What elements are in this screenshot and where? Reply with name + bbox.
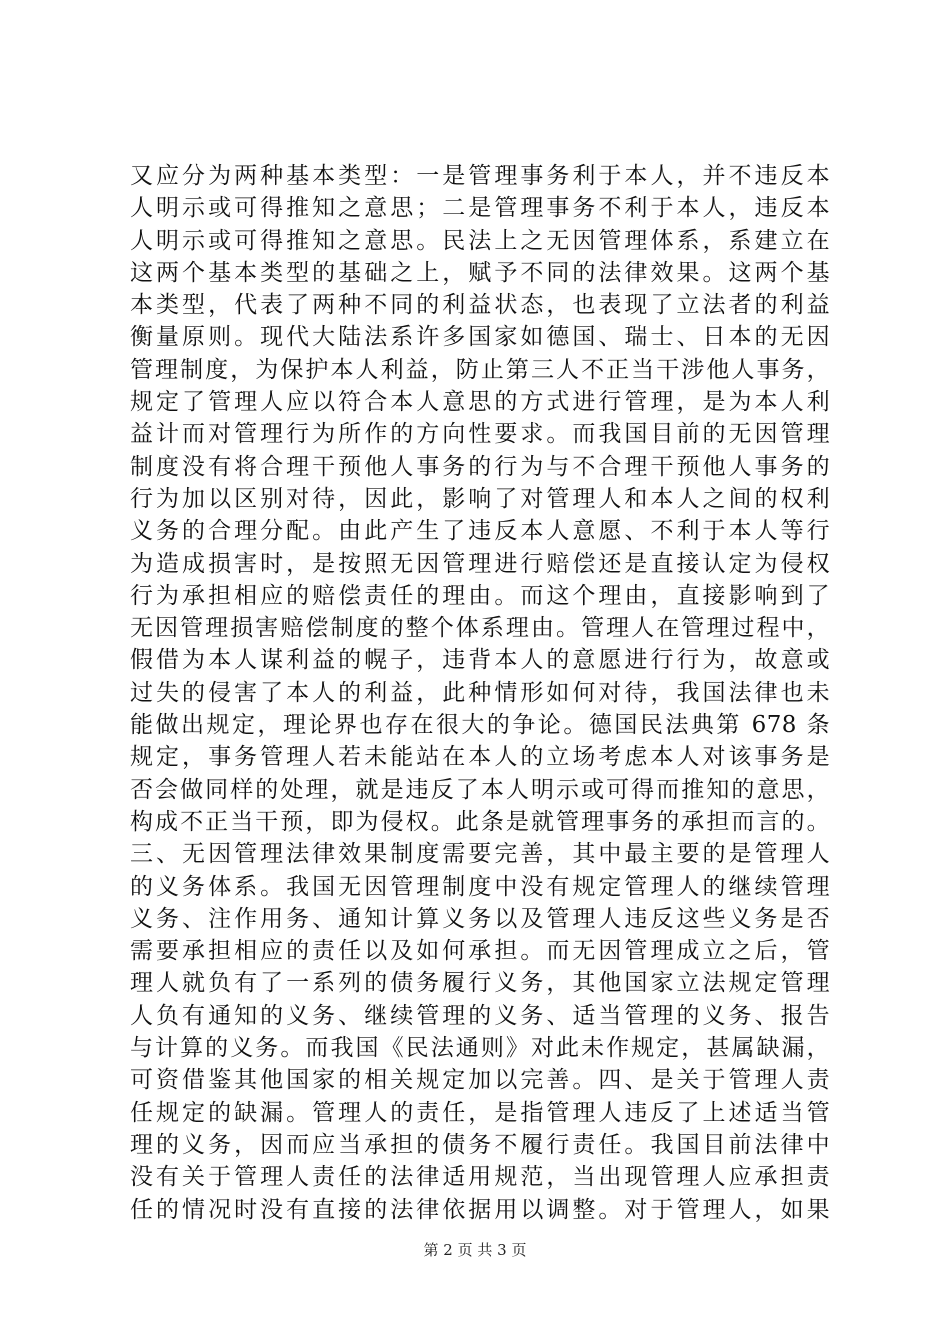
text-line: 义务、注作用务、通知计算义务以及管理人违反这些义务是否	[130, 905, 830, 932]
text-line: 假借为本人谋利益的幌子，违背本人的意愿进行行为，故意或	[130, 647, 830, 674]
text-line: 需要承担相应的责任以及如何承担。而无因管理成立之后，管	[130, 938, 830, 965]
text-line: 义务的合理分配。由此产生了违反本人意愿、不利于本人等行	[130, 518, 830, 545]
text-line: 行为加以区别对待，因此，影响了对管理人和本人之间的权利	[130, 485, 830, 512]
text-line: 规定，事务管理人若未能站在本人的立场考虑本人对该事务是	[130, 744, 830, 771]
text-line: 无因管理损害赔偿制度的整个体系理由。管理人在管理过程中，	[130, 615, 830, 642]
text-line: 任规定的缺漏。管理人的责任，是指管理人违反了上述适当管	[130, 1099, 830, 1126]
text-line: 益计而对管理行为所作的方向性要求。而我国目前的无因管理	[130, 421, 830, 448]
text-line: 人负有通知的义务、继续管理的义务、适当管理的义务、报告	[130, 1002, 830, 1029]
text-line: 理的义务，因而应当承担的债务不履行责任。我国目前法律中	[130, 1131, 830, 1158]
text-line: 与计算的义务。而我国《民法通则》对此未作规定，甚属缺漏，	[130, 1035, 830, 1062]
text-line: 否会做同样的处理，就是违反了本人明示或可得而推知的意思，	[130, 776, 830, 803]
text-line: 管理制度，为保护本人利益，防止第三人不正当干涉他人事务，	[130, 356, 830, 383]
text-line: 理人就负有了一系列的债务履行义务，其他国家立法规定管理	[130, 970, 830, 997]
text-line: 可资借鉴其他国家的相关规定加以完善。四、是关于管理人责	[130, 1067, 830, 1094]
text-line: 过失的侵害了本人的利益，此种情形如何对待，我国法律也未	[130, 679, 830, 706]
text-line: 制度没有将合理干预他人事务的行为与不合理干预他人事务的	[130, 453, 830, 480]
text-line: 衡量原则。现代大陆法系许多国家如德国、瑞士、日本的无因	[130, 324, 830, 351]
text-line: 任的情况时没有直接的法律依据用以调整。对于管理人，如果	[130, 1196, 830, 1223]
text-line: 这两个基本类型的基础之上，赋予不同的法律效果。这两个基	[130, 259, 830, 286]
text-line: 的义务体系。我国无因管理制度中没有规定管理人的继续管理	[130, 873, 830, 900]
text-line: 人明示或可得推知之意思。民法上之无因管理体系，系建立在	[130, 227, 830, 254]
text-line: 本类型，代表了两种不同的利益状态，也表现了立法者的利益	[130, 292, 830, 319]
text-line: 又应分为两种基本类型：一是管理事务利于本人，并不违反本	[130, 163, 830, 189]
text-line: 没有关于管理人责任的法律适用规范，当出现管理人应承担责	[130, 1164, 830, 1191]
text-line: 能做出规定，理论界也存在很大的争论。德国民法典第 678 条	[130, 712, 830, 739]
page-footer	[0, 1240, 950, 1260]
text-line: 为造成损害时，是按照无因管理进行赔偿还是直接认定为侵权	[130, 550, 830, 577]
text-line: 三、无因管理法律效果制度需要完善，其中最主要的是管理人	[130, 841, 830, 868]
text-line: 人明示或可得推知之意思；二是管理事务不利于本人，违反本	[130, 195, 830, 222]
text-line: 规定了管理人应以符合本人意思的方式进行管理，是为本人利	[130, 389, 830, 416]
text-line: 行为承担相应的赔偿责任的理由。而这个理由，直接影响到了	[130, 582, 830, 609]
text-line: 构成不正当干预，即为侵权。此条是就管理事务的承担而言的。	[130, 808, 830, 835]
body-text	[130, 160, 830, 1226]
page-number-label: 第 2 页 共 3 页	[423, 1241, 527, 1259]
